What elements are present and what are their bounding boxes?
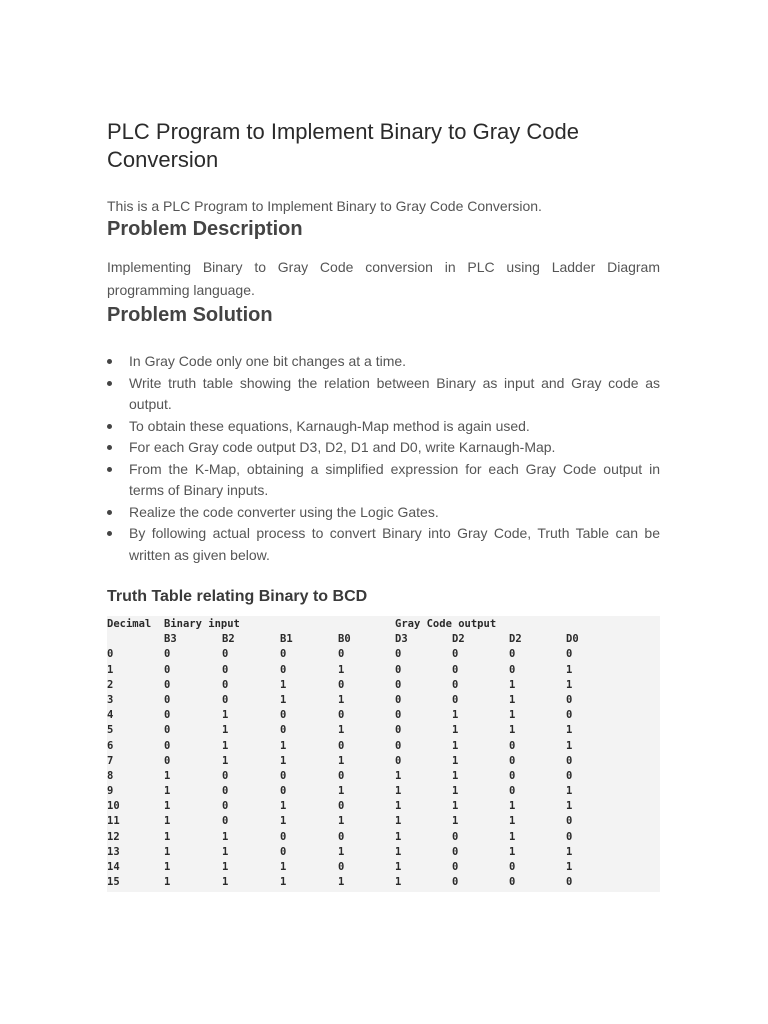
table-cell: 1: [222, 724, 229, 737]
table-cell: 0: [395, 724, 402, 737]
table-cell: 1: [566, 739, 573, 752]
table-cell: 1: [452, 769, 459, 782]
table-cell: 0: [395, 693, 402, 706]
table-cell: 1: [509, 693, 516, 706]
table-cell: 0: [452, 648, 459, 661]
solution-bullet: [107, 373, 660, 416]
table-cell: 0: [452, 830, 459, 843]
table-cell: 0: [395, 709, 402, 722]
bullet-text: By following actual process to convert Binary into Gray Code, Truth Table can be written as given below.: [129, 525, 660, 563]
table-row: [107, 860, 660, 875]
table-cell: 10: [107, 800, 120, 813]
table-cell: 0: [509, 754, 516, 767]
table-cell: 0: [338, 861, 345, 873]
table-cell: 1: [395, 769, 402, 782]
table-cell: 0: [164, 754, 171, 767]
table-cell: 0: [222, 800, 229, 813]
table-cell: 13: [107, 845, 120, 858]
table-cell: 0: [164, 739, 171, 752]
table-cell: 0: [222, 815, 229, 828]
table-cell: 0: [452, 663, 459, 676]
table-cell: 1: [509, 815, 516, 828]
table-cell: 1: [280, 754, 287, 767]
table-cell: 0: [280, 709, 287, 722]
solution-bullet: [107, 459, 660, 502]
solution-bullet: [107, 437, 660, 459]
table-cell: 1: [338, 754, 345, 767]
table-row: [107, 663, 660, 678]
table-cell: 0: [566, 709, 573, 722]
table-row: [107, 799, 660, 814]
table-cell: 9: [107, 785, 114, 798]
table-cell: 1: [338, 724, 345, 737]
table-cell: 1: [395, 876, 402, 889]
table-cell: 2: [107, 678, 114, 691]
table-cell: 1: [395, 830, 402, 843]
table-row: [107, 693, 660, 708]
table-cell: 1: [280, 815, 287, 828]
table-cell: 0: [338, 800, 345, 813]
table-cell: 1: [566, 845, 573, 858]
table-cell: 1: [164, 800, 171, 813]
table-cell: 0: [452, 678, 459, 691]
truth-table: [107, 616, 660, 892]
table-header-row: [107, 617, 660, 632]
table-cell: D2: [452, 633, 465, 646]
intro-text: This is a PLC Program to Implement Binary to Gray Code Conversion.: [107, 198, 542, 214]
table-cell: 1: [222, 754, 229, 767]
table-cell: 0: [222, 693, 229, 706]
table-cell: 1: [395, 800, 402, 813]
table-cell: 0: [566, 648, 573, 661]
table-cell: 1: [164, 769, 171, 782]
bullet-dot-icon: [107, 359, 112, 364]
table-cell: 1: [509, 709, 516, 722]
table-cell: 1: [452, 785, 459, 798]
table-cell: 0: [280, 648, 287, 661]
table-header-row: [107, 632, 660, 647]
table-row: [107, 875, 660, 890]
table-cell: 1: [395, 845, 402, 858]
table-cell: 1: [280, 800, 287, 813]
table-cell: 1: [395, 785, 402, 798]
table-cell: 0: [107, 648, 114, 661]
table-row: [107, 754, 660, 769]
table-cell: 0: [280, 663, 287, 676]
bullet-dot-icon: [107, 510, 112, 515]
table-cell: 0: [452, 861, 459, 873]
table-cell: [280, 617, 338, 632]
table-cell: 8: [107, 769, 114, 782]
table-cell: 0: [164, 724, 171, 737]
table-cell: 0: [338, 739, 345, 752]
solution-bullet: [107, 351, 660, 373]
table-cell: 0: [338, 648, 345, 661]
table-cell: 1: [338, 815, 345, 828]
table-cell: 0: [280, 785, 287, 798]
table-cell: 1: [222, 709, 229, 722]
table-cell: [107, 632, 164, 647]
bullet-dot-icon: [107, 424, 112, 429]
table-cell: 1: [164, 785, 171, 798]
table-cell: 1: [222, 861, 229, 873]
table-cell: 0: [164, 693, 171, 706]
table-cell: 1: [164, 815, 171, 828]
table-cell: 0: [509, 769, 516, 782]
table-cell: 0: [280, 724, 287, 737]
table-cell: 0: [338, 769, 345, 782]
table-row: [107, 647, 660, 662]
table-row: [107, 739, 660, 754]
problem-solution-heading: Problem Solution: [107, 304, 273, 326]
bullet-dot-icon: [107, 381, 112, 386]
table-cell: 0: [566, 754, 573, 767]
bullet-text: To obtain these equations, Karnaugh-Map method is again used.: [129, 417, 530, 434]
table-cell: 1: [566, 678, 573, 691]
table-cell: 1: [338, 876, 345, 889]
table-cell: 4: [107, 709, 114, 722]
table-cell: 0: [566, 876, 573, 889]
table-cell: 0: [222, 785, 229, 798]
bullet-dot-icon: [107, 445, 112, 450]
table-cell: [566, 617, 616, 632]
problem-description-text: Implementing Binary to Gray Code conversion in PLC using Ladder Diagram programming language.: [107, 259, 660, 298]
table-cell: 1: [395, 861, 402, 873]
table-row: [107, 845, 660, 860]
table-cell: 1: [452, 724, 459, 737]
solution-bullet: [107, 523, 660, 566]
table-cell: 0: [509, 861, 516, 873]
table-cell: 1: [395, 815, 402, 828]
table-cell: 0: [566, 769, 573, 782]
solution-bullet: [107, 416, 660, 438]
table-cell: 1: [280, 693, 287, 706]
table-cell: 14: [107, 861, 120, 873]
bullet-text: From the K-Map, obtaining a simplified expression for each Gray Code output in terms of Binary inputs.: [129, 460, 660, 498]
table-cell: 1: [566, 724, 573, 737]
table-cell: 1: [566, 785, 573, 798]
article-body: [107, 118, 660, 892]
table-cell: 7: [107, 754, 114, 767]
table-cell: 1: [164, 830, 171, 843]
table-cell: B0: [338, 633, 351, 646]
table-cell: 0: [452, 845, 459, 858]
table-cell: 0: [509, 663, 516, 676]
solution-bullet-list: [107, 351, 660, 566]
table-cell: 0: [164, 663, 171, 676]
table-cell: 1: [222, 830, 229, 843]
table-cell: 1: [452, 800, 459, 813]
table-cell: 0: [338, 678, 345, 691]
table-cell: 1: [566, 663, 573, 676]
truth-table-heading: Truth Table relating Binary to BCD: [107, 588, 368, 605]
bullet-dot-icon: [107, 467, 112, 472]
table-cell: 1: [566, 861, 573, 873]
table-cell: 0: [566, 693, 573, 706]
table-cell: 0: [509, 785, 516, 798]
table-cell: 1: [509, 678, 516, 691]
table-cell: Gray Code output: [395, 618, 497, 630]
table-cell: 11: [107, 815, 120, 828]
table-cell: D3: [395, 633, 408, 646]
bullet-dot-icon: [107, 531, 112, 536]
table-cell: 15: [107, 876, 120, 889]
table-cell: 1: [509, 830, 516, 843]
table-cell: 0: [164, 648, 171, 661]
table-row: [107, 769, 660, 784]
table-cell: 0: [566, 815, 573, 828]
table-cell: 5: [107, 724, 114, 737]
table-cell: 0: [164, 678, 171, 691]
table-cell: 1: [280, 678, 287, 691]
table-cell: 1: [280, 739, 287, 752]
article-title: PLC Program to Implement Binary to Gray Code Conversion: [107, 119, 579, 172]
table-cell: 12: [107, 830, 120, 843]
bullet-text: Realize the code converter using the Logic Gates.: [129, 503, 439, 520]
table-row: [107, 814, 660, 829]
table-cell: 0: [395, 739, 402, 752]
table-row: [107, 784, 660, 799]
table-cell: 1: [509, 800, 516, 813]
table-cell: 1: [222, 845, 229, 858]
table-cell: [338, 617, 395, 632]
table-cell: 0: [222, 663, 229, 676]
table-cell: D0: [566, 633, 579, 646]
table-cell: 1: [222, 876, 229, 889]
problem-description-heading: Problem Description: [107, 218, 303, 240]
table-cell: 1: [164, 845, 171, 858]
table-cell: 0: [164, 709, 171, 722]
table-cell: 0: [395, 678, 402, 691]
table-row: [107, 708, 660, 723]
table-cell: 1: [107, 663, 114, 676]
table-cell: 1: [509, 724, 516, 737]
table-cell: 0: [222, 648, 229, 661]
bullet-text: For each Gray code output D3, D2, D1 and D0, write Karnaugh-Map.: [129, 439, 556, 455]
table-cell: 1: [164, 876, 171, 889]
table-cell: Decimal: [107, 618, 152, 630]
table-cell: 1: [222, 739, 229, 752]
table-cell: 0: [280, 830, 287, 843]
table-cell: 0: [222, 769, 229, 782]
table-cell: 1: [338, 693, 345, 706]
table-cell: [222, 617, 280, 632]
solution-bullet: [107, 502, 660, 524]
table-cell: 0: [395, 648, 402, 661]
table-cell: 1: [566, 800, 573, 813]
table-cell: 6: [107, 739, 114, 752]
table-cell: 0: [338, 830, 345, 843]
table-cell: 1: [452, 754, 459, 767]
table-cell: 1: [338, 663, 345, 676]
table-cell: Binary input: [164, 618, 240, 630]
table-cell: 1: [509, 845, 516, 858]
table-cell: 1: [338, 785, 345, 798]
table-cell: 1: [452, 709, 459, 722]
table-row: [107, 678, 660, 693]
table-cell: 1: [338, 845, 345, 858]
table-cell: 3: [107, 693, 114, 706]
table-cell: 0: [566, 830, 573, 843]
table-cell: 0: [395, 754, 402, 767]
table-cell: 0: [338, 709, 345, 722]
table-row: [107, 723, 660, 738]
table-cell: 0: [280, 845, 287, 858]
bullet-text: In Gray Code only one bit changes at a time.: [129, 353, 407, 369]
table-cell: 0: [452, 693, 459, 706]
table-cell: 1: [452, 739, 459, 752]
table-cell: [452, 617, 509, 632]
table-cell: 0: [509, 876, 516, 889]
table-cell: 1: [452, 815, 459, 828]
bullet-text: Write truth table showing the relation between Binary as input and Gray code as output.: [129, 374, 660, 412]
table-cell: B1: [280, 633, 293, 646]
table-cell: 0: [280, 769, 287, 782]
table-cell: 0: [452, 876, 459, 889]
table-cell: B2: [222, 633, 235, 646]
table-cell: [509, 617, 566, 632]
table-cell: D2: [509, 633, 522, 646]
table-cell: 1: [280, 861, 287, 873]
table-cell: B3: [164, 633, 177, 646]
table-cell: 0: [509, 739, 516, 752]
table-cell: 0: [509, 648, 516, 661]
table-cell: 1: [164, 861, 171, 873]
table-cell: 0: [395, 663, 402, 676]
table-row: [107, 830, 660, 845]
table-cell: 0: [222, 678, 229, 691]
table-cell: 1: [280, 876, 287, 889]
